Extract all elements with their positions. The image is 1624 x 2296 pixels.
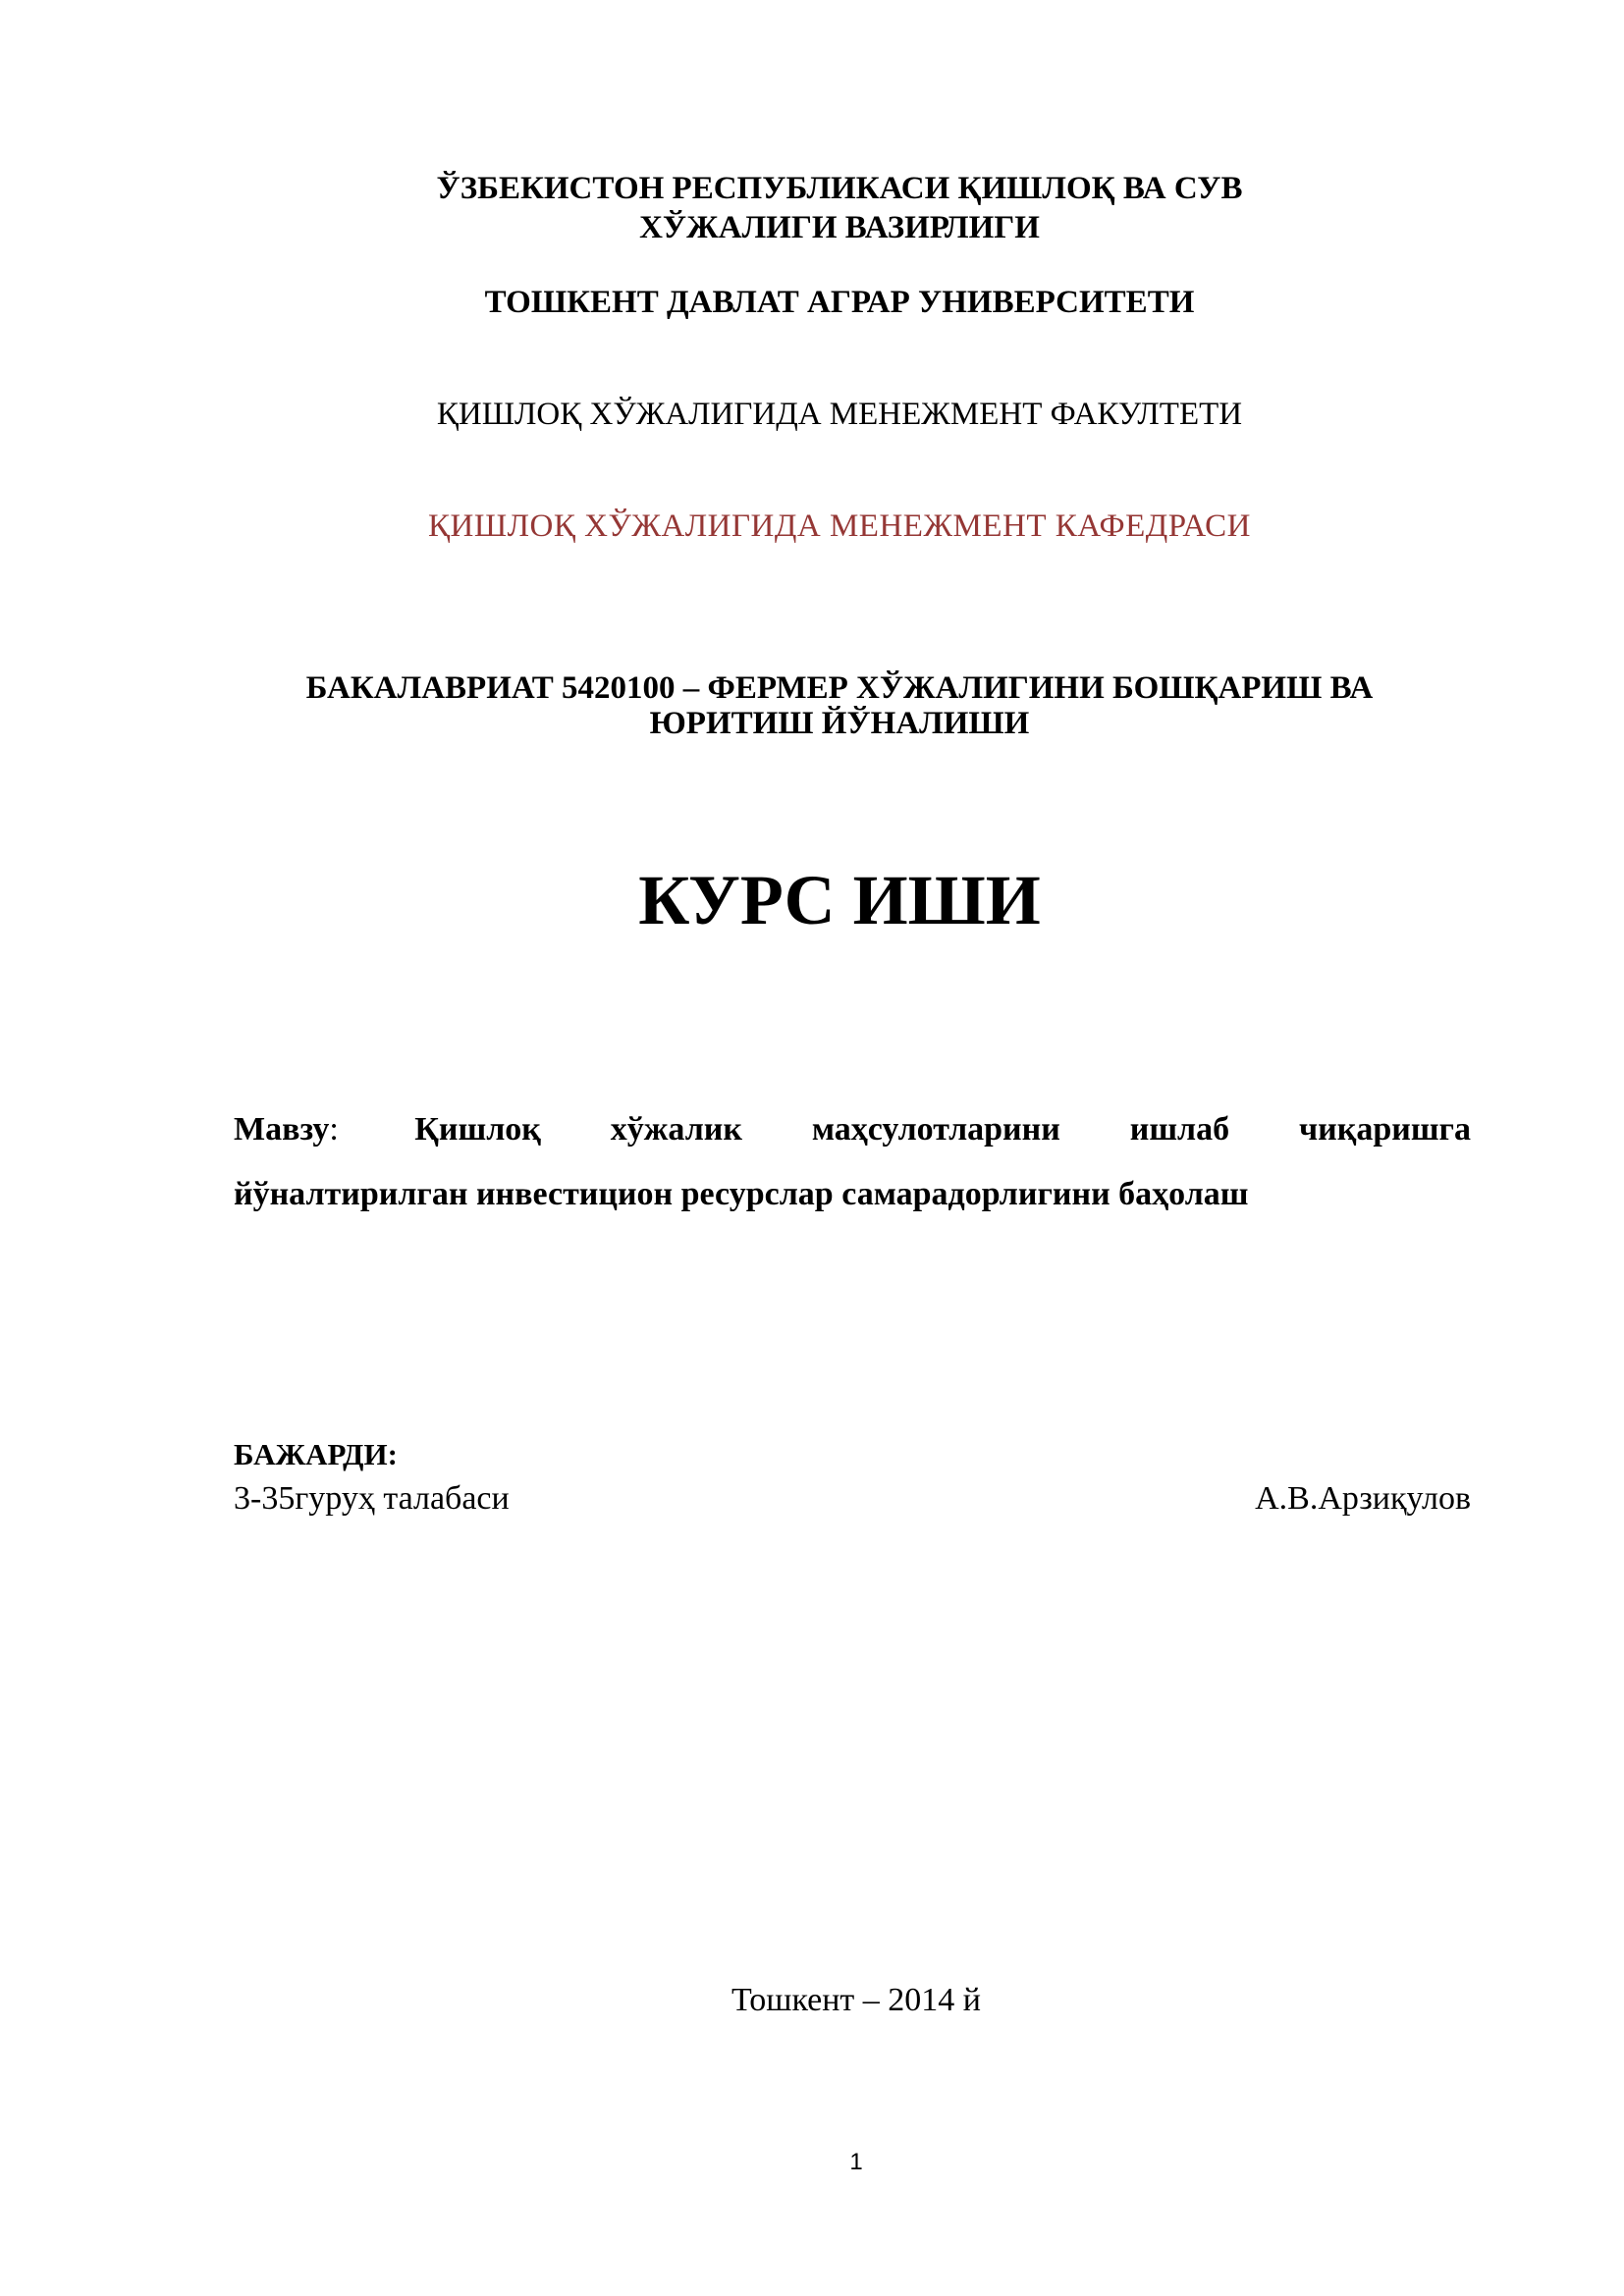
ministry-title-line-1: ЎЗБЕКИСТОН РЕСПУБЛИКАСИ ҚИШЛОҚ ВА СУВ: [436, 171, 1243, 206]
topic-block: [234, 1097, 1471, 1227]
program-line-1: БАКАЛАВРИАТ 5420100 – ФЕРМЕР ХЎЖАЛИГИНИ БОШҚАРИШ ВА: [305, 670, 1374, 706]
topic-text-1: Қишлоқ хўжалик маҳсулотларини ишлаб чиқаришга: [414, 1111, 1471, 1148]
topic-text-2: йўналтирилган инвестицион ресурслар самарадорлигини баҳолаш: [234, 1176, 1249, 1212]
topic-line-1: [234, 1097, 1471, 1162]
program-line-2: ЮРИТИШ ЙЎНАЛИШИ: [649, 706, 1030, 741]
department-title: ҚИШЛОҚ ХЎЖАЛИГИДА МЕНЕЖМЕНТ КАФЕДРАСИ: [428, 508, 1251, 544]
page-number: 1: [849, 2149, 863, 2175]
work-type-title: КУРС ИШИ: [638, 861, 1041, 939]
performed-label: БАЖАРДИ:: [234, 1437, 398, 1471]
topic-label: Мавзу: [234, 1111, 330, 1148]
topic-line-2: [234, 1162, 1471, 1227]
ministry-title-line-2: ХЎЖАЛИГИ ВАЗИРЛИГИ: [639, 210, 1040, 245]
student-group: 3-35гуруҳ талабаси: [234, 1480, 510, 1517]
student-name: А.В.Арзиқулов: [1255, 1480, 1471, 1517]
faculty-title: ҚИШЛОҚ ХЎЖАЛИГИДА МЕНЕЖМЕНТ ФАКУЛТЕТИ: [436, 397, 1243, 432]
city-year: Тошкент – 2014 й: [731, 1982, 981, 2018]
university-title: ТОШКЕНТ ДАВЛАТ АГРАР УНИВЕРСИТЕТИ: [484, 285, 1195, 320]
topic-colon: :: [329, 1111, 339, 1148]
